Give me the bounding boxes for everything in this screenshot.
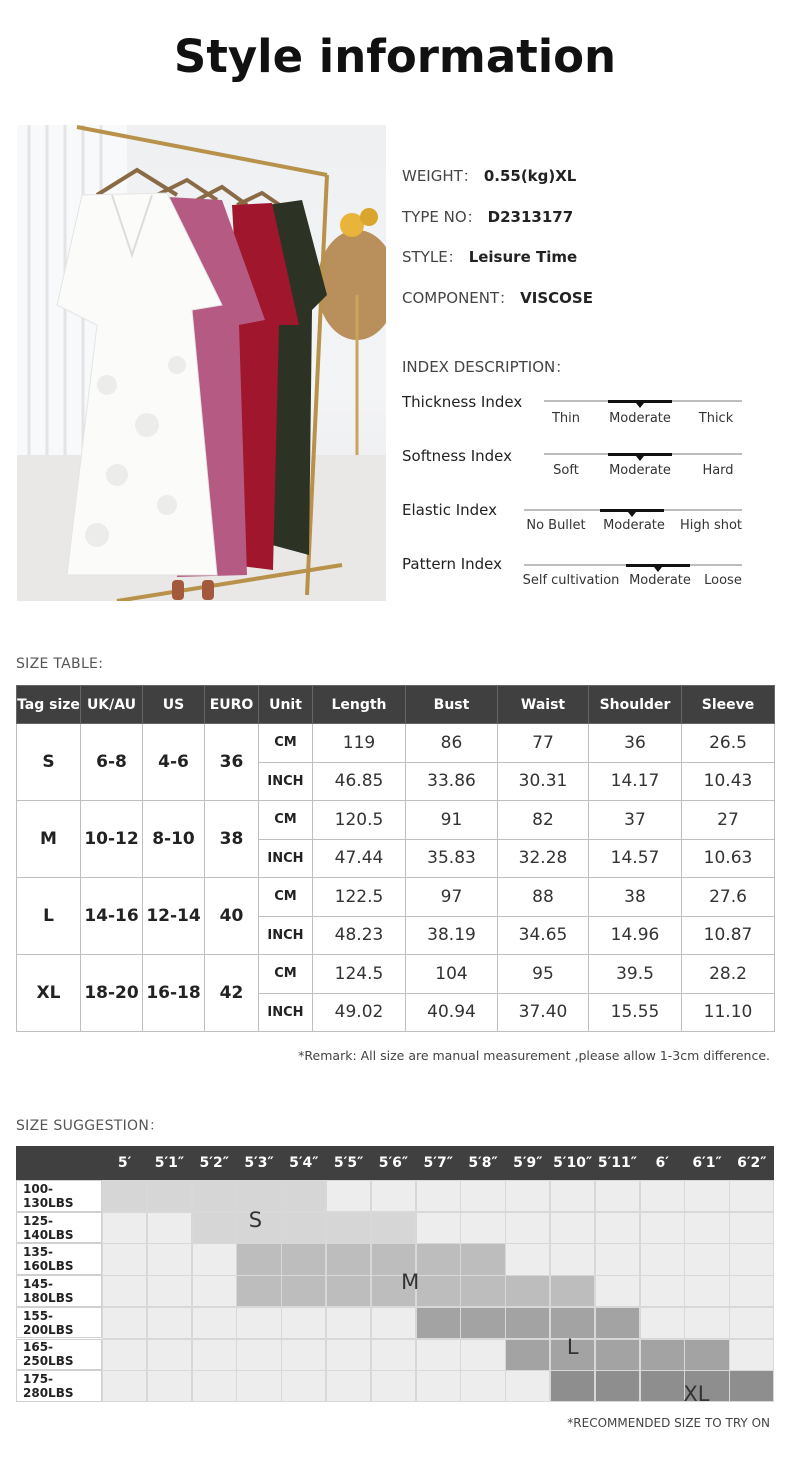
grid-cell — [236, 1370, 281, 1402]
col-header-shoulder: Shoulder — [589, 686, 682, 724]
grid-cell — [281, 1243, 326, 1275]
grid-cell — [102, 1275, 147, 1307]
us-cell: 16-18 — [143, 955, 205, 1032]
index-name-pattern: Pattern Index — [402, 555, 503, 573]
table-row — [17, 724, 775, 763]
weight-value: 0.55(kg)XL — [483, 167, 577, 185]
euro-cell: 42 — [205, 955, 259, 1032]
index-option-elastic-1: No Bullet — [526, 518, 586, 533]
grid-cell — [281, 1339, 326, 1371]
grid-cell — [684, 1212, 729, 1244]
grid-cell — [640, 1370, 685, 1402]
grid-cell — [640, 1180, 685, 1212]
component-label: COMPONENT： — [402, 289, 515, 307]
index-option-pattern-3: Loose — [704, 573, 742, 588]
waist-cell: 82 — [498, 801, 589, 840]
grid-cell — [147, 1370, 192, 1402]
grid-cell — [281, 1275, 326, 1307]
index-option-softness-1: Soft — [553, 463, 579, 478]
grid-cell — [460, 1307, 505, 1339]
height-column-header: 6′1″ — [684, 1146, 729, 1180]
unit-cell: CM — [259, 801, 313, 840]
sleeve-cell: 10.63 — [682, 839, 775, 878]
grid-cell — [371, 1339, 416, 1371]
length-cell: 47.44 — [313, 839, 406, 878]
grid-cell — [236, 1275, 281, 1307]
index-name-thickness: Thickness Index — [402, 393, 523, 411]
grid-cell — [505, 1275, 550, 1307]
table-row — [17, 878, 775, 917]
us-cell: 8-10 — [143, 801, 205, 878]
grid-cell — [595, 1307, 640, 1339]
index-option-thickness-3: Thick — [698, 411, 734, 426]
grid-cell — [595, 1212, 640, 1244]
grid-cell — [102, 1212, 147, 1244]
grid-cell — [550, 1212, 595, 1244]
height-column-header: 5′ — [102, 1146, 147, 1180]
grid-cell — [102, 1370, 147, 1402]
height-column-header: 6′2″ — [729, 1146, 774, 1180]
tag-size-cell: L — [17, 878, 81, 955]
grid-cell — [460, 1180, 505, 1212]
grid-cell — [729, 1243, 774, 1275]
grid-cell — [147, 1307, 192, 1339]
info-component — [402, 287, 593, 308]
index-option-pattern-1: Self cultivation — [522, 573, 620, 588]
index-name-softness: Softness Index — [402, 447, 513, 465]
shoulder-cell: 39.5 — [589, 955, 682, 994]
size-table-label: SIZE TABLE: — [16, 656, 104, 672]
grid-cell — [550, 1370, 595, 1402]
grid-cell — [416, 1243, 461, 1275]
uk-au-cell: 6-8 — [81, 724, 143, 801]
grid-cell — [326, 1339, 371, 1371]
col-header-euro: EURO — [205, 686, 259, 724]
grid-cell — [236, 1339, 281, 1371]
grid-cell — [281, 1307, 326, 1339]
grid-cell — [416, 1307, 461, 1339]
grid-cell — [281, 1180, 326, 1212]
col-header-sleeve: Sleeve — [682, 686, 775, 724]
euro-cell: 36 — [205, 724, 259, 801]
height-column-header: 5′2″ — [192, 1146, 237, 1180]
length-cell: 120.5 — [313, 801, 406, 840]
dress-rack-illustration — [17, 125, 386, 601]
grid-cell — [729, 1339, 774, 1371]
shoulder-cell: 14.57 — [589, 839, 682, 878]
grid-cell — [460, 1370, 505, 1402]
grid-cell — [505, 1180, 550, 1212]
sleeve-cell: 27.6 — [682, 878, 775, 917]
info-style — [402, 246, 577, 267]
size-table-header-row — [17, 686, 775, 724]
col-header-unit: Unit — [259, 686, 313, 724]
grid-cell — [460, 1275, 505, 1307]
grid-cell — [416, 1339, 461, 1371]
col-header-us: US — [143, 686, 205, 724]
shoulder-cell: 14.17 — [589, 762, 682, 801]
grid-cell — [416, 1212, 461, 1244]
unit-cell: CM — [259, 724, 313, 763]
unit-cell: INCH — [259, 839, 313, 878]
grid-cell — [684, 1275, 729, 1307]
euro-cell: 40 — [205, 878, 259, 955]
grid-cell — [371, 1212, 416, 1244]
height-column-header: 5′4″ — [281, 1146, 326, 1180]
grid-cell — [326, 1212, 371, 1244]
type-value: D2313177 — [487, 208, 574, 226]
index-option-elastic-2: Moderate — [603, 518, 665, 533]
grid-cell — [147, 1180, 192, 1212]
height-column-header: 5′1″ — [147, 1146, 192, 1180]
grid-cell — [102, 1180, 147, 1212]
product-photo — [17, 125, 386, 601]
type-label: TYPE NO： — [402, 208, 482, 226]
weight-row-label: 165-250LBS — [16, 1339, 102, 1371]
grid-cell — [147, 1212, 192, 1244]
grid-cell — [729, 1275, 774, 1307]
index-marker-thickness — [636, 403, 644, 408]
sleeve-cell: 11.10 — [682, 993, 775, 1032]
grid-cell — [595, 1275, 640, 1307]
grid-cell — [102, 1243, 147, 1275]
col-header-length: Length — [313, 686, 406, 724]
height-column-header: 5′7″ — [416, 1146, 461, 1180]
grid-cell — [192, 1243, 237, 1275]
grid-cell — [550, 1243, 595, 1275]
sleeve-cell: 10.87 — [682, 916, 775, 955]
grid-cell — [595, 1339, 640, 1371]
weight-row-label: 155-200LBS — [16, 1307, 102, 1339]
weight-row-label: 135-160LBS — [16, 1243, 102, 1275]
grid-cell — [236, 1307, 281, 1339]
grid-cell — [505, 1243, 550, 1275]
grid-cell — [684, 1243, 729, 1275]
length-cell: 49.02 — [313, 993, 406, 1032]
grid-cell — [192, 1307, 237, 1339]
sleeve-cell: 26.5 — [682, 724, 775, 763]
grid-cell — [729, 1370, 774, 1402]
length-cell: 46.85 — [313, 762, 406, 801]
height-column-header: 5′8″ — [460, 1146, 505, 1180]
grid-cell — [416, 1370, 461, 1402]
grid-cell — [729, 1307, 774, 1339]
uk-au-cell: 14-16 — [81, 878, 143, 955]
index-heading: INDEX DESCRIPTION： — [402, 358, 571, 376]
grid-cell — [595, 1370, 640, 1402]
height-column-header: 6′ — [640, 1146, 685, 1180]
index-option-softness-3: Hard — [702, 463, 734, 478]
grid-cell — [460, 1339, 505, 1371]
grid-cell — [326, 1307, 371, 1339]
grid-cell — [326, 1243, 371, 1275]
height-column-header: 5′3″ — [236, 1146, 281, 1180]
index-name-elastic: Elastic Index — [402, 501, 498, 519]
height-column-header: 5′9″ — [505, 1146, 550, 1180]
length-cell: 48.23 — [313, 916, 406, 955]
grid-cell — [147, 1243, 192, 1275]
grid-cell — [550, 1180, 595, 1212]
index-option-thickness-1: Thin — [551, 411, 581, 426]
style-value: Leisure Time — [468, 248, 578, 266]
tag-size-cell: XL — [17, 955, 81, 1032]
bust-cell: 40.94 — [406, 993, 498, 1032]
index-option-pattern-2: Moderate — [629, 573, 691, 588]
grid-cell — [192, 1339, 237, 1371]
length-cell: 119 — [313, 724, 406, 763]
waist-cell: 88 — [498, 878, 589, 917]
tag-size-cell: M — [17, 801, 81, 878]
grid-cell — [192, 1212, 237, 1244]
recommend-note: *RECOMMENDED SIZE TO TRY ON — [567, 1416, 770, 1430]
waist-cell: 95 — [498, 955, 589, 994]
grid-cell — [505, 1339, 550, 1371]
grid-cell — [371, 1307, 416, 1339]
grid-cell — [595, 1180, 640, 1212]
height-column-header: 5′5″ — [326, 1146, 371, 1180]
size-region-label: L — [566, 1334, 579, 1359]
waist-cell: 34.65 — [498, 916, 589, 955]
shoulder-cell: 36 — [589, 724, 682, 763]
shoulder-cell: 14.96 — [589, 916, 682, 955]
grid-cell — [505, 1370, 550, 1402]
grid-cell — [281, 1370, 326, 1402]
height-column-header: 5′6″ — [371, 1146, 416, 1180]
index-option-elastic-3: High shot — [679, 518, 743, 533]
height-column-header: 5′10″ — [550, 1146, 595, 1180]
grid-cell — [416, 1180, 461, 1212]
grid-cell — [460, 1212, 505, 1244]
waist-cell: 37.40 — [498, 993, 589, 1032]
grid-cell — [729, 1212, 774, 1244]
sleeve-cell: 28.2 — [682, 955, 775, 994]
grid-cell — [640, 1243, 685, 1275]
index-marker-softness — [636, 456, 644, 461]
sleeve-cell: 27 — [682, 801, 775, 840]
grid-cell — [371, 1370, 416, 1402]
col-header-waist: Waist — [498, 686, 589, 724]
waist-cell: 30.31 — [498, 762, 589, 801]
size-table — [16, 685, 775, 1032]
grid-cell — [147, 1275, 192, 1307]
sleeve-cell: 10.43 — [682, 762, 775, 801]
grid-cell — [326, 1275, 371, 1307]
bust-cell: 33.86 — [406, 762, 498, 801]
grid-cell — [236, 1243, 281, 1275]
grid-cell — [684, 1339, 729, 1371]
component-value: VISCOSE — [520, 289, 593, 307]
index-marker-pattern — [654, 567, 662, 572]
index-option-softness-2: Moderate — [609, 463, 671, 478]
size-suggestion-grid — [16, 1146, 774, 1407]
us-cell: 12-14 — [143, 878, 205, 955]
bust-cell: 97 — [406, 878, 498, 917]
grid-cell — [729, 1180, 774, 1212]
length-cell: 124.5 — [313, 955, 406, 994]
grid-cell — [326, 1370, 371, 1402]
size-region-label: XL — [683, 1382, 710, 1407]
us-cell: 4-6 — [143, 724, 205, 801]
grid-cell — [684, 1180, 729, 1212]
grid-cell — [192, 1370, 237, 1402]
size-region-label: S — [248, 1208, 263, 1233]
shoulder-cell: 37 — [589, 801, 682, 840]
tag-size-cell: S — [17, 724, 81, 801]
weight-row-label: 145-180LBS — [16, 1275, 102, 1307]
grid-cell — [192, 1180, 237, 1212]
size-remark: *Remark: All size are manual measurement ,please allow 1-3cm difference. — [298, 1048, 770, 1063]
uk-au-cell: 10-12 — [81, 801, 143, 878]
col-header-bust: Bust — [406, 686, 498, 724]
index-marker-elastic — [628, 512, 636, 517]
bust-cell: 86 — [406, 724, 498, 763]
index-option-thickness-2: Moderate — [609, 411, 671, 426]
grid-cell — [640, 1339, 685, 1371]
grid-cell — [505, 1212, 550, 1244]
unit-cell: CM — [259, 878, 313, 917]
weight-row-label: 175-280LBS — [16, 1370, 102, 1402]
unit-cell: CM — [259, 955, 313, 994]
length-cell: 122.5 — [313, 878, 406, 917]
weight-row-label: 125-140LBS — [16, 1212, 102, 1244]
grid-cell — [147, 1339, 192, 1371]
grid-cell — [102, 1339, 147, 1371]
grid-cell — [102, 1307, 147, 1339]
height-column-header: 5′11″ — [595, 1146, 640, 1180]
grid-cell — [192, 1275, 237, 1307]
col-header-tag-size: Tag size — [17, 686, 81, 724]
table-row — [17, 955, 775, 994]
shoulder-cell: 15.55 — [589, 993, 682, 1032]
table-row — [17, 801, 775, 840]
weight-row-label: 100-130LBS — [16, 1180, 102, 1212]
weight-label: WEIGHT： — [402, 167, 478, 185]
bust-cell: 104 — [406, 955, 498, 994]
waist-cell: 77 — [498, 724, 589, 763]
uk-au-cell: 18-20 — [81, 955, 143, 1032]
bust-cell: 91 — [406, 801, 498, 840]
grid-cell — [371, 1180, 416, 1212]
unit-cell: INCH — [259, 762, 313, 801]
bust-cell: 35.83 — [406, 839, 498, 878]
size-suggestion-label: SIZE SUGGESTION： — [16, 1118, 164, 1134]
col-header-uk-au: UK/AU — [81, 686, 143, 724]
info-weight — [402, 165, 576, 186]
grid-corner — [16, 1146, 102, 1180]
size-region-label: M — [401, 1269, 420, 1294]
grid-cell — [505, 1307, 550, 1339]
unit-cell: INCH — [259, 916, 313, 955]
grid-cell — [550, 1275, 595, 1307]
grid-cell — [640, 1307, 685, 1339]
style-label: STYLE： — [402, 248, 463, 266]
grid-cell — [326, 1180, 371, 1212]
grid-cell — [640, 1275, 685, 1307]
grid-cell — [684, 1307, 729, 1339]
grid-cell — [416, 1275, 461, 1307]
euro-cell: 38 — [205, 801, 259, 878]
waist-cell: 32.28 — [498, 839, 589, 878]
bust-cell: 38.19 — [406, 916, 498, 955]
grid-cell — [640, 1212, 685, 1244]
shoulder-cell: 38 — [589, 878, 682, 917]
grid-cell — [595, 1243, 640, 1275]
unit-cell: INCH — [259, 993, 313, 1032]
grid-cell — [281, 1212, 326, 1244]
info-type — [402, 206, 573, 227]
grid-cell — [460, 1243, 505, 1275]
page-title: Style information — [173, 30, 617, 83]
